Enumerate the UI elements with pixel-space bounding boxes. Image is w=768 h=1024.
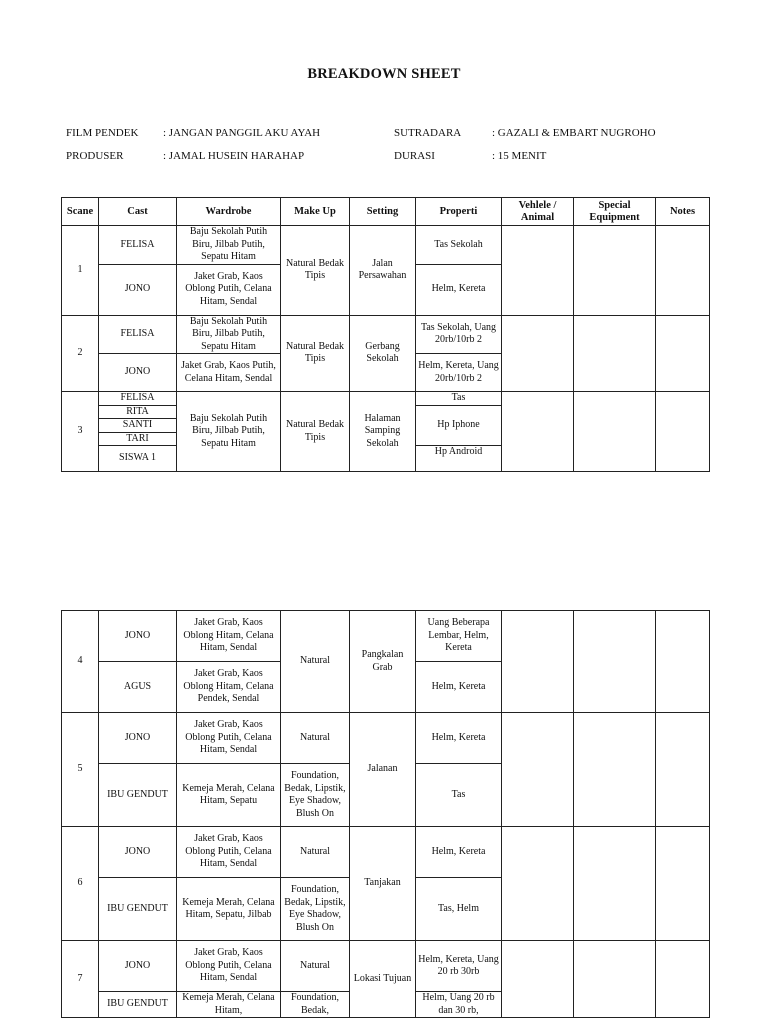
cast-cell: IBU GENDUT [99, 992, 177, 1018]
setting-cell: Jalanan [350, 713, 416, 827]
film-value: : JANGAN PANGGIL AKU AYAH [163, 127, 321, 139]
director-value: : GAZALI & EMBART NUGROHO [492, 127, 656, 139]
equipment-cell [574, 713, 656, 827]
wardrobe-cell: Kemeja Merah, Celana Hitam, Sepatu, Jilbab [177, 878, 281, 941]
header-makeup: Make Up [281, 198, 350, 226]
header-properti: Properti [416, 198, 502, 226]
setting-cell: Halaman Samping Sekolah [350, 392, 416, 472]
notes-cell [656, 611, 710, 713]
vehicle-cell [502, 827, 574, 941]
props-cell: Helm, Kereta, Uang 20 rb 30rb [416, 941, 502, 992]
vehicle-cell [502, 713, 574, 827]
wardrobe-cell: Jaket Grab, Kaos Putih, Celana Hitam, Sendal [177, 354, 281, 392]
makeup-cell: Natural Bedak Tipis [281, 226, 350, 316]
wardrobe-cell: Jaket Grab, Kaos Oblong Hitam, Celana Hitam, Sendal [177, 611, 281, 662]
cast-cell: AGUS [99, 662, 177, 713]
table-row [62, 392, 710, 406]
breakdown-table [61, 197, 710, 472]
cast-cell: JONO [99, 941, 177, 992]
cast-cell: JONO [99, 713, 177, 764]
props-cell: Helm, Kereta, Uang 20rb/10rb 2 [416, 354, 502, 392]
duration-value: : 15 MENIT [492, 150, 547, 162]
wardrobe-cell: Baju Sekolah Putih Biru, Jilbab Putih, Sepatu Hitam [177, 315, 281, 354]
film-label: FILM PENDEK [66, 127, 139, 139]
cast-cell: SANTI [99, 419, 177, 433]
cast-cell: TARI [99, 432, 177, 446]
wardrobe-cell: Baju Sekolah Putih Biru, Jilbab Putih, Sepatu Hitam [177, 226, 281, 265]
equipment-cell [574, 226, 656, 316]
props-cell: Uang Beberapa Lembar, Helm, Kereta [416, 611, 502, 662]
props-cell: Helm, Kereta [416, 264, 502, 315]
breakdown-table-continued [61, 610, 710, 1018]
table-row [62, 713, 710, 764]
cast-cell: JONO [99, 264, 177, 315]
setting-cell: Jalan Persawahan [350, 226, 416, 316]
cast-cell: IBU GENDUT [99, 878, 177, 941]
scene-number: 7 [62, 941, 99, 1018]
vehicle-cell [502, 611, 574, 713]
makeup-cell: Foundation, Bedak, Lipstik, Eye Shadow, Blush On [281, 764, 350, 827]
wardrobe-cell: Baju Sekolah Putih Biru, Jilbab Putih, Sepatu Hitam [177, 392, 281, 472]
props-cell: Tas Sekolah [416, 226, 502, 265]
notes-cell [656, 315, 710, 392]
cast-cell: JONO [99, 827, 177, 878]
table-row [62, 611, 710, 662]
header-cast: Cast [99, 198, 177, 226]
table-row [62, 941, 710, 992]
wardrobe-cell: Kemeja Merah, Celana Hitam, Sepatu [177, 764, 281, 827]
header-vehicle: Vehlele / Animal [502, 198, 574, 226]
table-row [62, 315, 710, 354]
table-row [62, 226, 710, 265]
scene-number: 6 [62, 827, 99, 941]
scene-number: 1 [62, 226, 99, 316]
header-notes: Notes [656, 198, 710, 226]
cast-cell: FELISA [99, 315, 177, 354]
makeup-cell: Natural [281, 827, 350, 878]
props-cell: Hp Iphone [416, 405, 502, 446]
cast-cell: JONO [99, 354, 177, 392]
makeup-cell: Natural [281, 941, 350, 992]
props-cell: Tas [416, 764, 502, 827]
scene-number: 4 [62, 611, 99, 713]
setting-cell: Pangkalan Grab [350, 611, 416, 713]
header-row [62, 198, 710, 226]
scene-number: 2 [62, 315, 99, 392]
page-title: BREAKDOWN SHEET [307, 66, 461, 82]
scene-number: 3 [62, 392, 99, 472]
makeup-cell: Natural Bedak Tipis [281, 392, 350, 472]
wardrobe-cell: Kemeja Merah, Celana Hitam, [177, 992, 281, 1018]
makeup-cell: Natural [281, 713, 350, 764]
props-cell: Tas Sekolah, Uang 20rb/10rb 2 [416, 315, 502, 354]
director-label: SUTRADARA [394, 127, 462, 139]
cast-cell: SISWA 1 [99, 446, 177, 472]
props-cell: Helm, Kereta [416, 713, 502, 764]
props-cell: Tas, Helm [416, 878, 502, 941]
vehicle-cell [502, 392, 574, 472]
scene-number: 5 [62, 713, 99, 827]
notes-cell [656, 713, 710, 827]
makeup-cell: Foundation, Bedak, [281, 992, 350, 1018]
producer-label: PRODUSER [66, 150, 124, 162]
makeup-cell: Natural Bedak Tipis [281, 315, 350, 392]
notes-cell [656, 941, 710, 1018]
setting-cell: Tanjakan [350, 827, 416, 941]
props-cell: Tas [416, 392, 502, 406]
props-cell: Helm, Kereta [416, 827, 502, 878]
duration-label: DURASI [394, 150, 435, 162]
wardrobe-cell: Jaket Grab, Kaos Oblong Putih, Celana Hitam, Sendal [177, 713, 281, 764]
wardrobe-cell: Jaket Grab, Kaos Oblong Hitam, Celana Pendek, Sendal [177, 662, 281, 713]
cast-cell: RITA [99, 405, 177, 419]
cast-cell: JONO [99, 611, 177, 662]
equipment-cell [574, 392, 656, 472]
header-wardrobe: Wardrobe [177, 198, 281, 226]
producer-value: : JAMAL HUSEIN HARAHAP [163, 150, 305, 162]
header-special-equipment: Special Equipment [574, 198, 656, 226]
props-cell: Helm, Uang 20 rb dan 30 rb, [416, 992, 502, 1018]
notes-cell [656, 827, 710, 941]
equipment-cell [574, 315, 656, 392]
vehicle-cell [502, 941, 574, 1018]
props-cell: Helm, Kereta [416, 662, 502, 713]
wardrobe-cell: Jaket Grab, Kaos Oblong Putih, Celana Hitam, Sendal [177, 941, 281, 992]
cast-cell: FELISA [99, 226, 177, 265]
cast-cell: FELISA [99, 392, 177, 406]
header-scene: Scane [62, 198, 99, 226]
vehicle-cell [502, 315, 574, 392]
setting-cell: Gerbang Sekolah [350, 315, 416, 392]
wardrobe-cell: Jaket Grab, Kaos Oblong Putih, Celana Hitam, Sendal [177, 827, 281, 878]
makeup-cell: Natural [281, 611, 350, 713]
equipment-cell [574, 941, 656, 1018]
header-setting: Setting [350, 198, 416, 226]
vehicle-cell [502, 226, 574, 316]
notes-cell [656, 226, 710, 316]
setting-cell: Lokasi Tujuan [350, 941, 416, 1018]
wardrobe-cell: Jaket Grab, Kaos Oblong Putih, Celana Hitam, Sendal [177, 264, 281, 315]
equipment-cell [574, 827, 656, 941]
makeup-cell: Foundation, Bedak, Lipstik, Eye Shadow, Blush On [281, 878, 350, 941]
notes-cell [656, 392, 710, 472]
table-row [62, 827, 710, 878]
props-cell: Hp Android [416, 446, 502, 472]
equipment-cell [574, 611, 656, 713]
cast-cell: IBU GENDUT [99, 764, 177, 827]
